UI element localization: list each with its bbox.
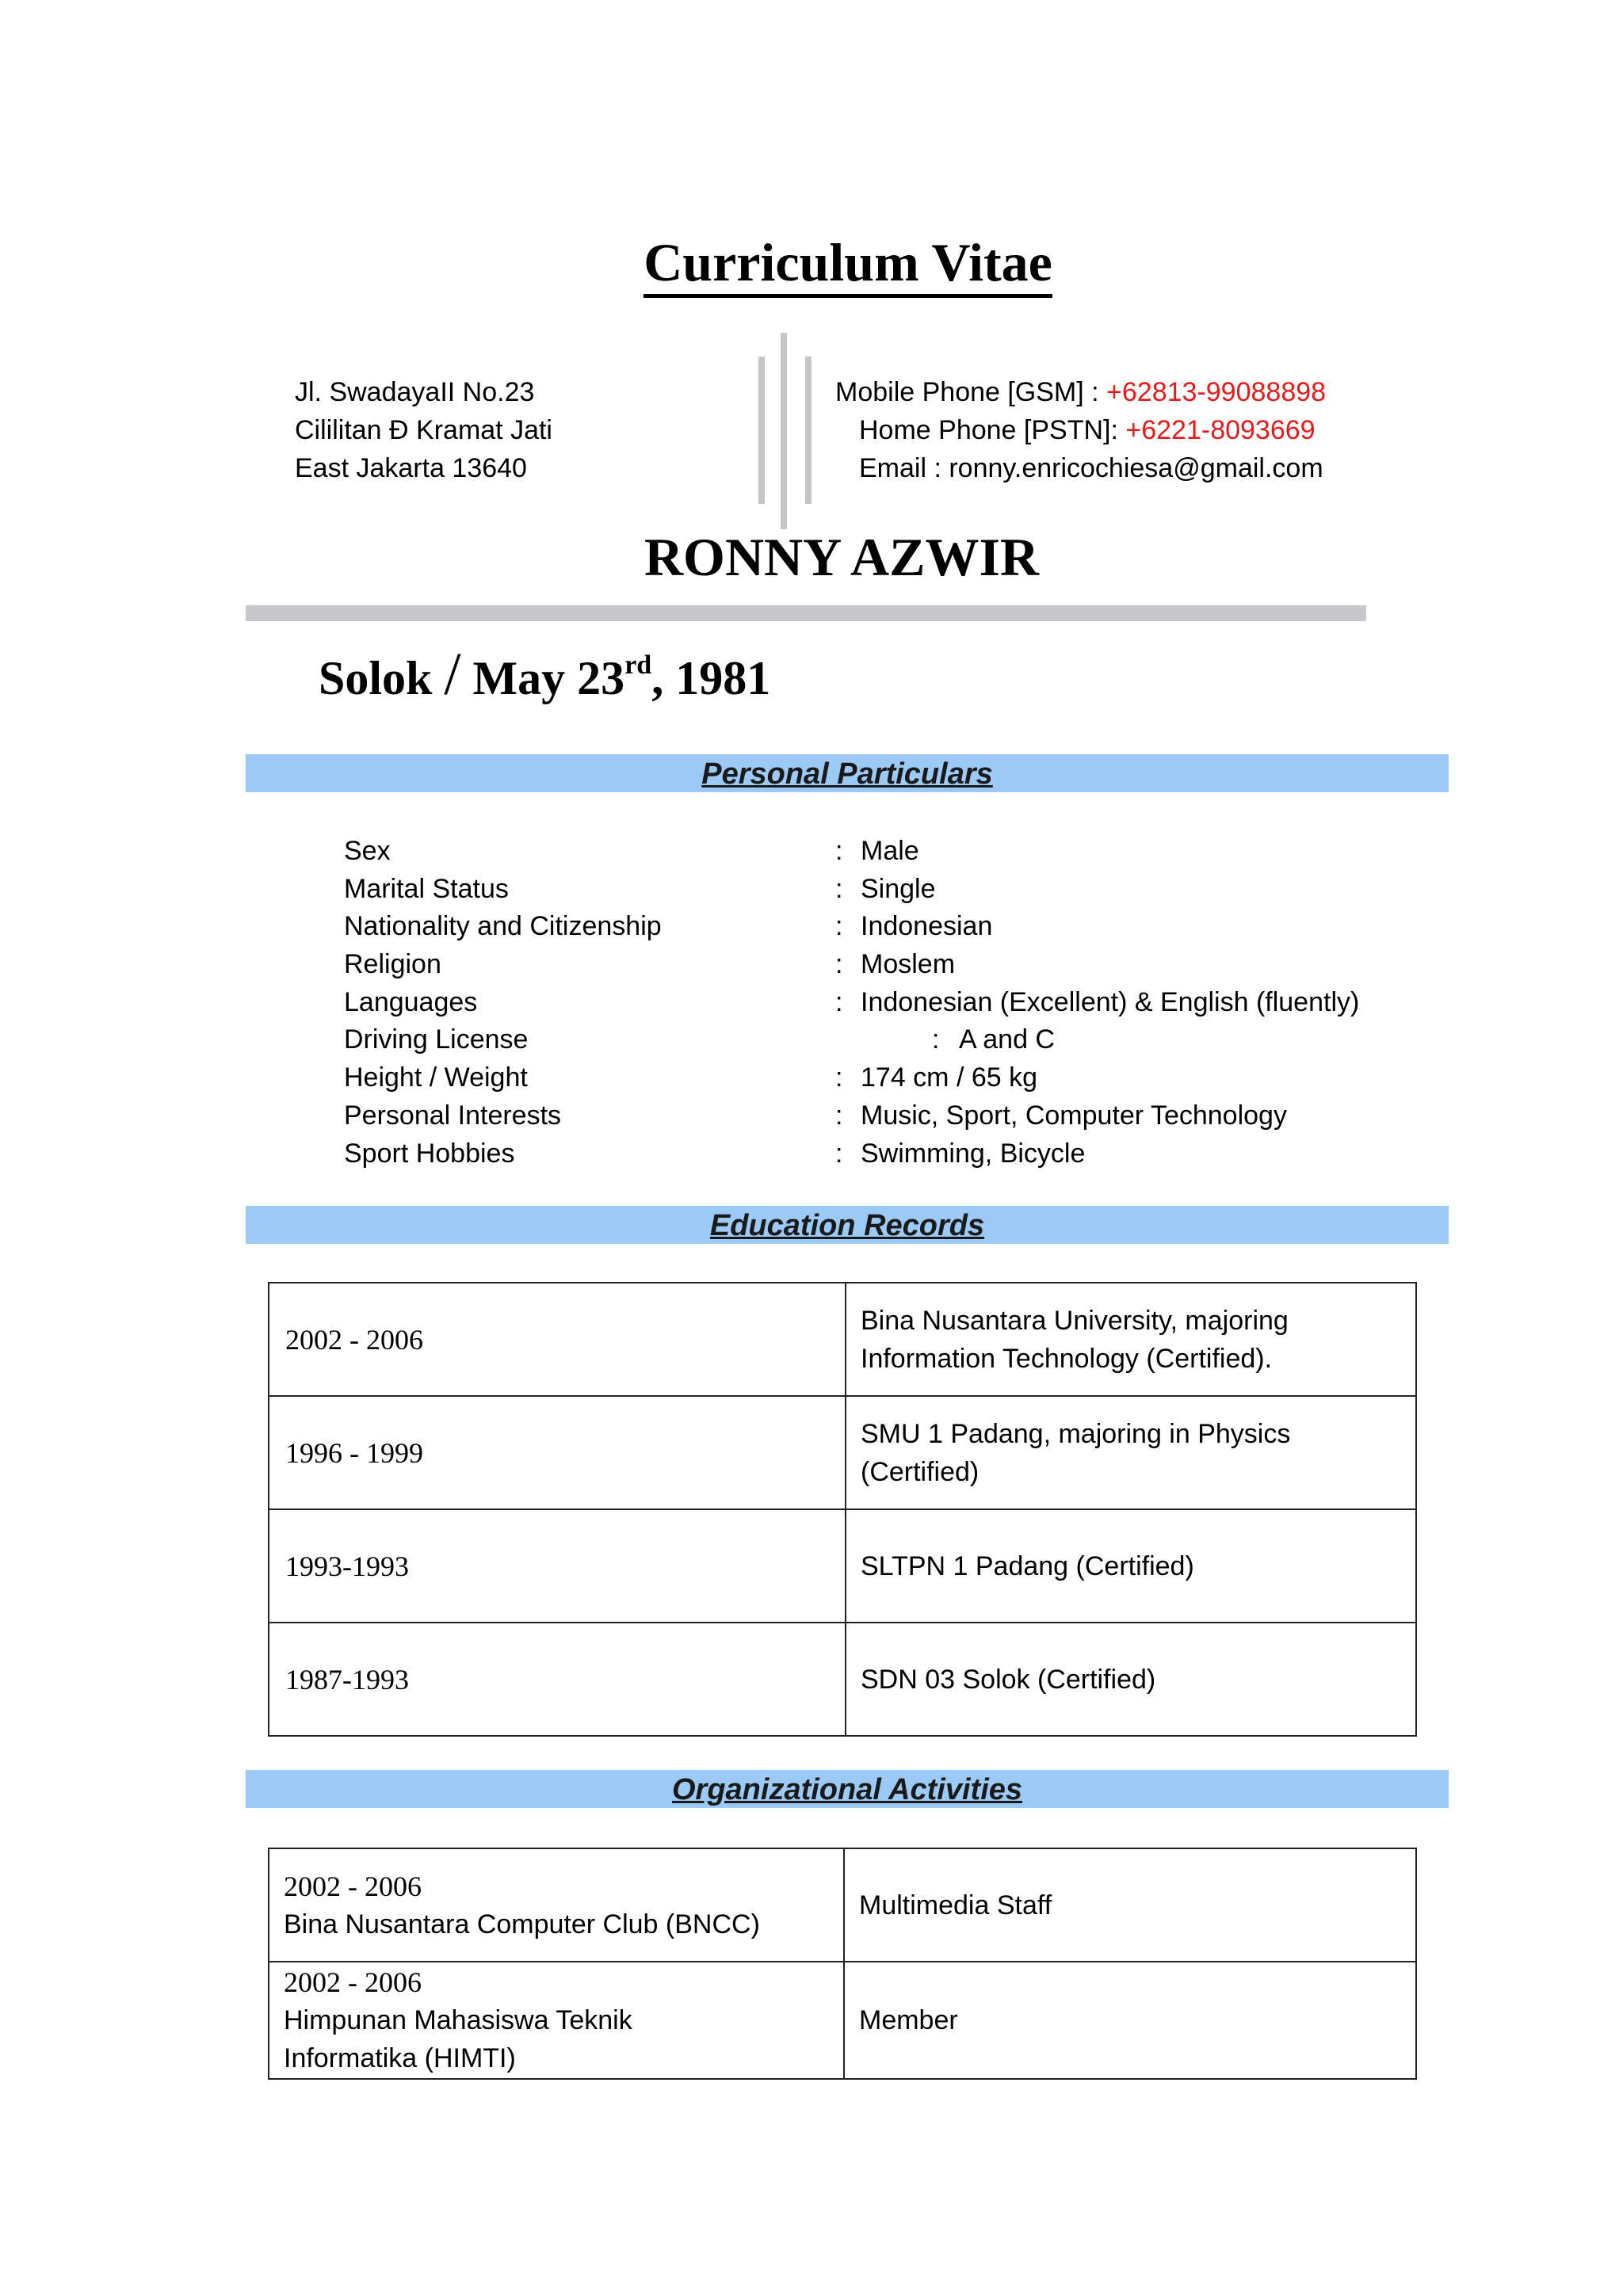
- organization-role: Multimedia Staff: [844, 1848, 1416, 1962]
- contact-block: [835, 373, 1326, 487]
- organization-info: [269, 1962, 844, 2079]
- divider-bar: [781, 333, 787, 529]
- particular-row: [344, 1020, 1453, 1058]
- particular-colon: :: [835, 873, 843, 904]
- particular-value: Moslem: [861, 949, 956, 980]
- particular-row: [344, 907, 1453, 945]
- education-school-line: SMU 1 Padang, majoring in Physics: [861, 1418, 1291, 1449]
- mobile-phone-value: +62813-99088898: [1106, 377, 1327, 407]
- divider-bar: [805, 357, 812, 504]
- particular-value: Music, Sport, Computer Technology: [861, 1100, 1287, 1131]
- organization-years: 2002 - 2006: [284, 1870, 422, 1902]
- education-school: [846, 1396, 1416, 1509]
- home-phone-label: Home Phone [PSTN]:: [859, 415, 1126, 445]
- organization-name: Informatika (HIMTI): [284, 2043, 516, 2073]
- education-school-line: (Certified): [861, 1456, 980, 1487]
- name-divider: [246, 605, 1366, 621]
- particular-value: Swimming, Bicycle: [861, 1138, 1086, 1169]
- education-years: 1987-1993: [269, 1623, 846, 1736]
- particular-label: Marital Status: [344, 873, 509, 904]
- particular-value: Single: [861, 873, 936, 904]
- education-school-line: SLTPN 1 Padang (Certified): [861, 1550, 1194, 1581]
- mobile-phone-label: Mobile Phone [GSM] :: [835, 377, 1107, 407]
- birth-info: [319, 640, 770, 709]
- section-header-organization: [246, 1770, 1449, 1808]
- address-line: East Jakarta 13640: [295, 453, 527, 483]
- education-school-line: SDN 03 Solok (Certified): [861, 1664, 1156, 1695]
- particular-colon: :: [835, 1138, 843, 1169]
- education-years: 1996 - 1999: [269, 1396, 846, 1509]
- particular-value: A and C: [959, 1024, 1055, 1055]
- address-line: Jl. SwadayaII No.23: [295, 377, 535, 407]
- mobile-phone-row: [835, 373, 1326, 411]
- table-row: [269, 1848, 1416, 1962]
- particular-value: Male: [861, 836, 919, 866]
- education-years: 1993-1993: [269, 1509, 846, 1623]
- education-school: [846, 1623, 1416, 1736]
- organization-name: Himpunan Mahasiswa Teknik: [284, 2005, 632, 2035]
- table-row: [269, 1396, 1416, 1509]
- home-phone-row: [835, 411, 1326, 449]
- particular-row: [344, 1097, 1453, 1135]
- address-block: [295, 373, 552, 487]
- education-school: [846, 1509, 1416, 1623]
- section-header-personal: [246, 754, 1449, 792]
- table-row: [269, 1623, 1416, 1736]
- particular-colon: :: [835, 949, 843, 980]
- particular-value: Indonesian (Excellent) & English (fluently): [861, 986, 1360, 1017]
- education-table: [268, 1282, 1417, 1737]
- section-header-education: [246, 1206, 1449, 1244]
- education-school-line: Bina Nusantara University, majoring: [861, 1305, 1289, 1336]
- particular-colon: :: [835, 1100, 843, 1131]
- particular-colon: :: [835, 986, 843, 1017]
- organization-info: [269, 1848, 844, 1962]
- birth-separator: /: [444, 641, 461, 707]
- address-line: Cililitan Ð Kramat Jati: [295, 415, 552, 445]
- candidate-name: RONNY AZWIR: [643, 527, 1040, 587]
- table-row: [269, 1509, 1416, 1623]
- birth-date-ordinal: rd: [624, 650, 652, 680]
- particular-row: [344, 1058, 1453, 1097]
- particular-label: Personal Interests: [344, 1100, 562, 1131]
- particular-colon: :: [835, 911, 843, 942]
- personal-particulars: [344, 832, 1453, 1172]
- particular-row: [344, 870, 1453, 908]
- document-title: [0, 231, 1623, 294]
- particular-row: [344, 1135, 1453, 1173]
- section-title: Personal Particulars: [701, 757, 993, 791]
- birth-place: Solok: [319, 652, 433, 704]
- email-label: Email :: [859, 453, 949, 483]
- particular-value: Indonesian: [861, 911, 993, 942]
- organization-years: 2002 - 2006: [284, 1966, 422, 1998]
- particular-row: [344, 832, 1453, 870]
- particular-label: Languages: [344, 986, 478, 1017]
- organization-name: Bina Nusantara Computer Club (BNCC): [284, 1909, 760, 1939]
- email-value: ronny.enricochiesa@gmail.com: [949, 453, 1323, 483]
- education-years: 2002 - 2006: [269, 1283, 846, 1396]
- document-title-text: Curriculum Vitae: [643, 232, 1052, 298]
- particular-row: [344, 945, 1453, 983]
- particular-label: Sex: [344, 836, 391, 866]
- organization-table: [268, 1848, 1417, 2080]
- home-phone-value: +6221-8093669: [1125, 415, 1316, 445]
- table-row: [269, 1283, 1416, 1396]
- birth-year: , 1981: [651, 652, 771, 704]
- particular-label: Religion: [344, 949, 441, 980]
- particular-value: 174 cm / 65 kg: [861, 1062, 1038, 1093]
- education-school: [846, 1283, 1416, 1396]
- table-row: [269, 1962, 1416, 2079]
- birth-date: May 23: [472, 652, 625, 704]
- particular-label: Nationality and Citizenship: [344, 911, 662, 942]
- particular-label: Driving License: [344, 1024, 529, 1055]
- particular-colon: :: [835, 836, 843, 866]
- particular-colon: :: [835, 1062, 843, 1093]
- email-row: [835, 449, 1326, 487]
- particular-label: Height / Weight: [344, 1062, 528, 1093]
- section-title: Organizational Activities: [671, 1773, 1023, 1806]
- particular-label: Sport Hobbies: [344, 1138, 515, 1169]
- particular-colon: :: [932, 1024, 940, 1055]
- education-school-line: Information Technology (Certified).: [861, 1343, 1273, 1374]
- organization-role: Member: [844, 1962, 1416, 2079]
- particular-row: [344, 983, 1453, 1021]
- section-title: Education Records: [709, 1209, 985, 1242]
- divider-bar: [758, 357, 765, 504]
